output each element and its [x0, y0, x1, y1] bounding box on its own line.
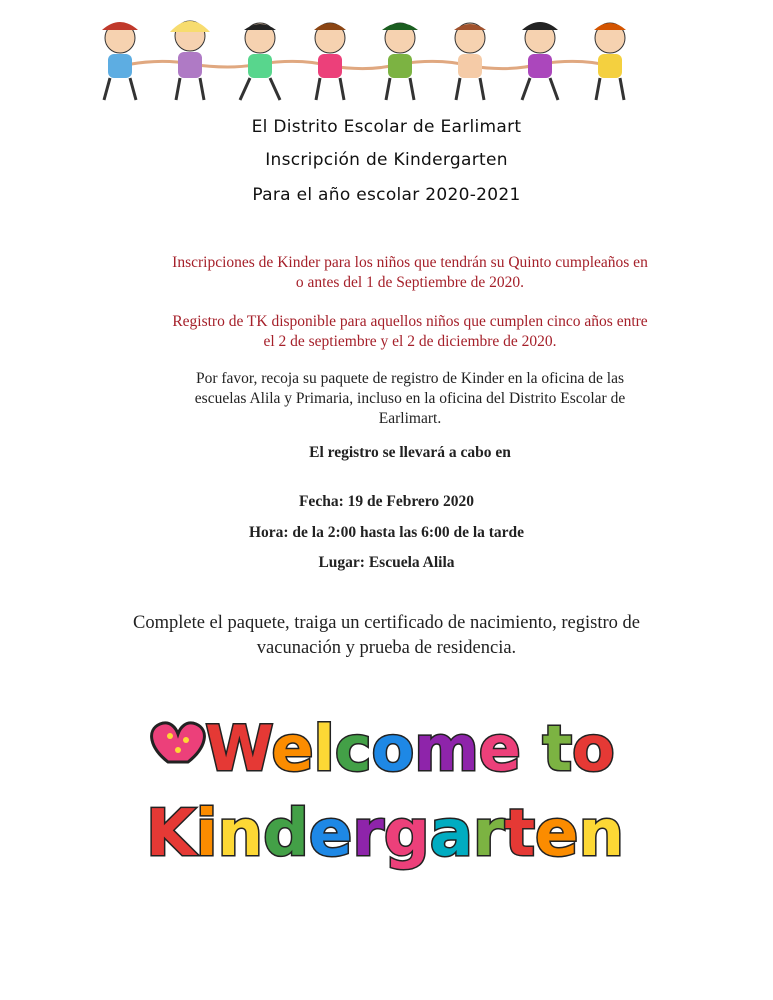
banner-letter: r [472, 797, 505, 871]
welcome-to-kindergarten-banner [140, 700, 640, 880]
kinder-eligibility-notice: Inscripciones de Kinder para los niños que tendrán su Quinto cumpleaños en o antes del 1 de Septiembre de 2020. [172, 254, 648, 291]
registration-intro: El registro se llevará a cabo en [309, 444, 511, 461]
banner-letter: t [542, 712, 573, 785]
banner-letter: e [535, 797, 579, 871]
banner-letter: g [383, 797, 430, 871]
banner-letter: d [263, 797, 309, 871]
children-holding-hands-illustration [80, 14, 690, 106]
tk-registration-notice: Registro de TK disponible para aquellos niños que cumplen cinco años entre el 2 de septiembre y el 2 de diciembre de 2020. [172, 313, 648, 350]
enrollment-title: Inscripción de Kindergarten [265, 150, 508, 170]
registration-time: Hora: de la 2:00 hasta las 6:00 de la tarde [248, 524, 525, 541]
banner-letter: i [195, 797, 218, 871]
district-title: El Distrito Escolar de Earlimart [251, 117, 522, 137]
banner-letter [521, 712, 543, 785]
banner-letter: c [334, 712, 372, 785]
children-row [102, 21, 626, 100]
banner-letter: l [313, 712, 335, 785]
banner-letter: W [205, 712, 272, 785]
banner-letter: n [578, 797, 624, 871]
banner-letter: t [504, 797, 536, 871]
banner-letter: n [217, 797, 264, 871]
heart-icon [152, 723, 205, 762]
banner-letter: e [478, 712, 521, 785]
banner-letter: r [352, 797, 384, 871]
requirements-text: Complete el paquete, traiga un certificado de nacimiento, registro de vacunación y prueba de residencia. [132, 613, 640, 658]
banner-letter: K [146, 797, 196, 871]
banner-letter: o [572, 712, 615, 785]
banner-letter: a [429, 797, 473, 871]
kindergarten-text [146, 797, 624, 871]
registration-place: Lugar: Escuela Alila [318, 554, 455, 571]
registration-date: Fecha: 19 de Febrero 2020 [298, 493, 475, 510]
packet-pickup-instructions: Por favor, recoja su paquete de registro de Kinder en la oficina de las escuelas Alila y Primaria, incluso en la oficina del Distrito Escolar de Earlimart. [194, 370, 626, 427]
banner-letter: o [371, 712, 415, 785]
banner-letter: m [414, 712, 479, 785]
banner-letter: e [271, 712, 314, 785]
school-year-title: Para el año escolar 2020-2021 [252, 185, 521, 205]
banner-letter: e [308, 797, 353, 871]
welcome-text [205, 712, 614, 785]
